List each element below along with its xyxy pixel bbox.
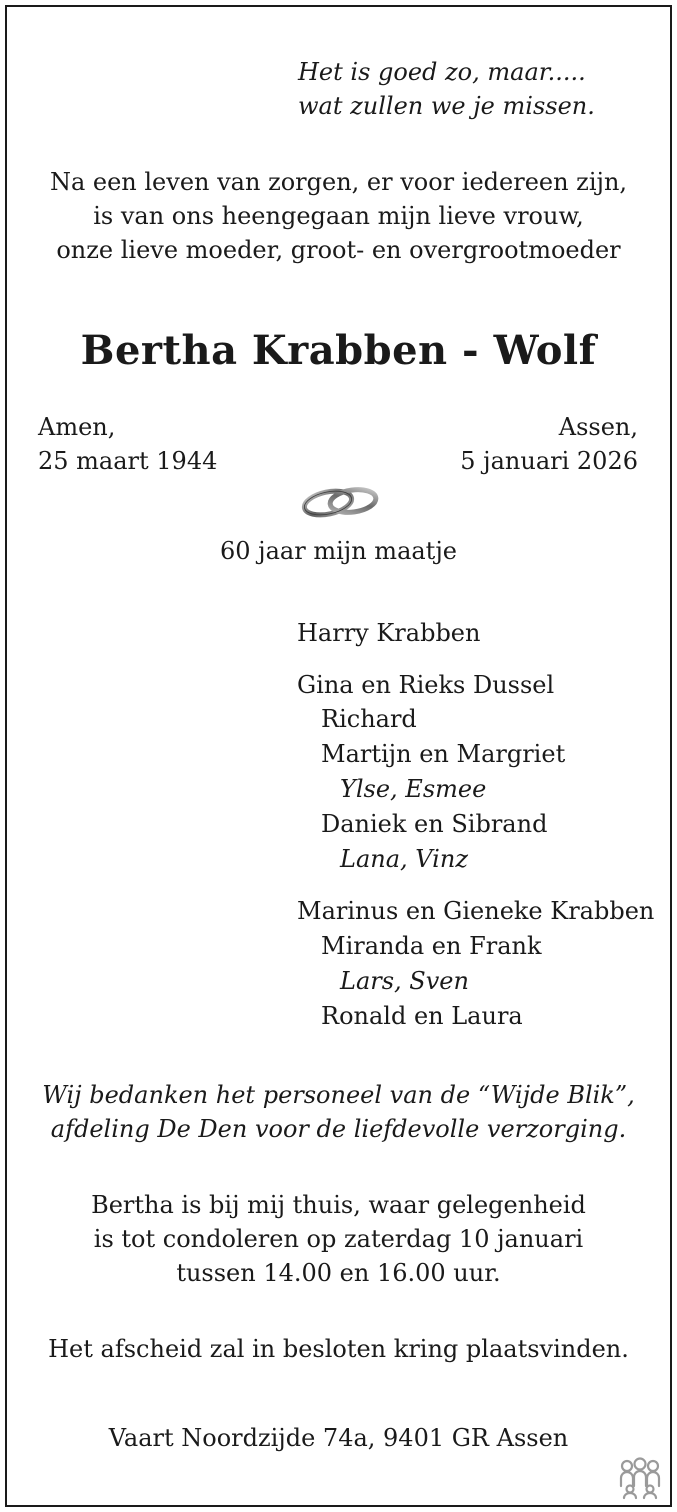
family-group-1-child-3: Daniek en Sibrand [321,810,548,838]
rings-caption: 60 jaar mijn maatje [220,537,457,565]
deceased-name: Bertha Krabben - Wolf [80,327,597,374]
wedding-rings-icon [298,482,384,522]
thanks-line-1: Wij bedanken het personeel van de “Wijde Blik”, [42,1081,635,1109]
family-group-1-child-1: Richard [321,705,417,733]
family-group-2-child-2: Ronald en Laura [321,1002,523,1030]
death-date: 5 januari 2026 [460,447,638,475]
birth-place: Amen, [38,413,116,441]
condolence-line-3: tussen 14.00 en 16.00 uur. [176,1259,501,1287]
family-group-logo-icon [618,1456,662,1500]
family-group-2-parents: Marinus en Gieneke Krabben [297,897,655,925]
birth-date: 25 maart 1944 [38,447,218,475]
intro-line-3: onze lieve moeder, groot- en overgrootmoeder [56,236,621,264]
poem-line-2: wat zullen we je missen. [298,92,595,120]
family-group-2-child-1-kids: Lars, Sven [340,967,469,995]
death-place: Assen, [558,413,638,441]
family-group-1-child-3-kids: Lana, Vinz [340,845,468,873]
family-group-1-parents: Gina en Rieks Dussel [297,671,555,699]
family-group-2-child-1: Miranda en Frank [321,932,542,960]
poem-line-1: Het is goed zo, maar..... [298,58,586,86]
intro-line-2: is van ons heengegaan mijn lieve vrouw, [93,202,584,230]
condolence-line-2: is tot condoleren op zaterdag 10 januari [93,1225,584,1253]
family-group-1-child-2-kids: Ylse, Esmee [340,775,487,803]
spouse-name: Harry Krabben [297,619,481,647]
condolence-line-1: Bertha is bij mij thuis, waar gelegenheid [91,1191,586,1219]
farewell-text: Het afscheid zal in besloten kring plaatsvinden. [48,1335,629,1363]
intro-line-1: Na een leven van zorgen, er voor iedereen zijn, [49,168,628,196]
family-group-1-child-2: Martijn en Margriet [321,740,566,768]
thanks-line-2: afdeling De Den voor de liefdevolle verzorging. [50,1115,627,1143]
address: Vaart Noordzijde 74a, 9401 GR Assen [108,1424,569,1452]
